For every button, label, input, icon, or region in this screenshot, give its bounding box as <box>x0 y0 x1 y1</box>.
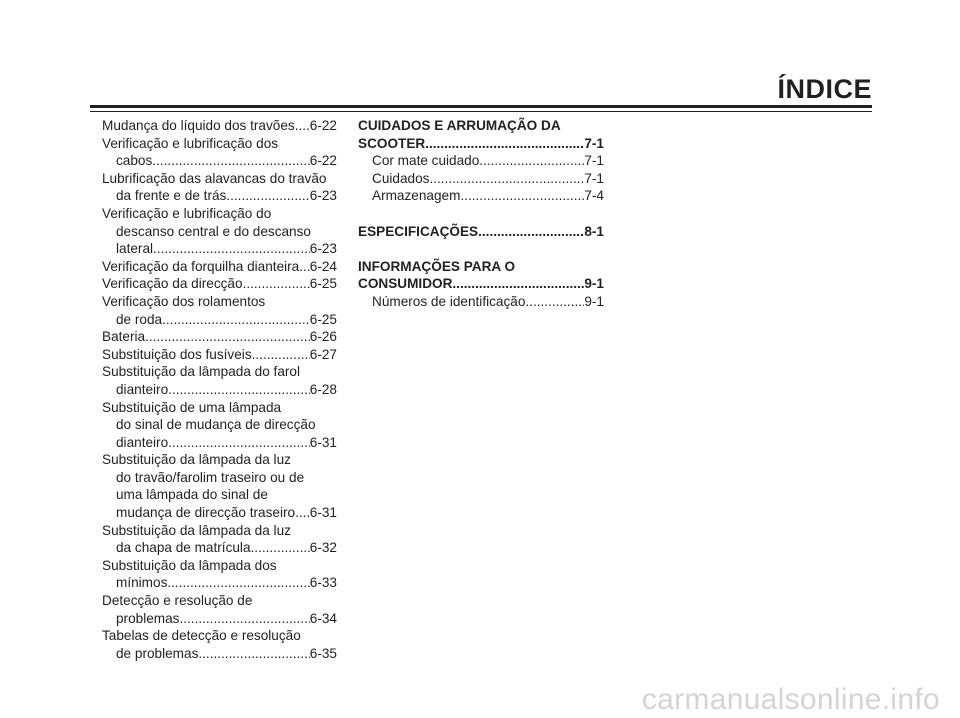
title-rule-thick <box>90 105 872 108</box>
toc-page-number: 6-31 <box>309 434 337 450</box>
toc-page-number: 6-25 <box>309 311 337 327</box>
dot-leader <box>153 240 310 258</box>
toc-page-number: 6-34 <box>309 610 337 626</box>
toc-spacer <box>358 240 604 258</box>
dot-leader <box>299 258 310 276</box>
toc-entry-text: Verificação e lubrificação do <box>102 205 272 221</box>
toc-entry[interactable] <box>102 240 337 258</box>
toc-entry[interactable] <box>102 152 337 170</box>
toc-entry-text: cabos <box>116 153 153 169</box>
toc-page-number: 7-1 <box>584 153 604 169</box>
toc-entry-text: INFORMAÇÕES PARA O <box>358 258 516 274</box>
toc-entry-text: Substituição da lâmpada do farol <box>102 364 300 380</box>
toc-entry[interactable] <box>358 223 604 241</box>
toc-entry-text: lateral <box>116 241 154 257</box>
toc-entry-line <box>102 592 337 610</box>
toc-entry-line <box>102 627 337 645</box>
toc-page-number: 6-25 <box>309 276 337 292</box>
dot-leader <box>525 293 584 311</box>
toc-page-number: 6-35 <box>309 645 337 661</box>
toc-page-number: 6-31 <box>309 505 337 521</box>
toc-page-number: 6-28 <box>309 381 337 397</box>
toc-entry[interactable] <box>102 346 337 364</box>
dot-leader <box>198 645 309 663</box>
toc-entry[interactable] <box>358 170 604 188</box>
toc-page-number: 6-24 <box>309 258 337 274</box>
toc-entry-text: da frente e de trás <box>116 188 227 204</box>
toc-entry-text: de roda <box>116 311 163 327</box>
toc-entry-text: Verificação da forquilha dianteira <box>102 258 300 274</box>
toc-entry-text: CUIDADOS E ARRUMAÇÃO DA <box>358 118 561 133</box>
toc-entry-text: uma lâmpada do sinal de <box>116 487 268 503</box>
toc-entry[interactable] <box>102 117 337 135</box>
toc-page-number: 7-4 <box>584 188 604 204</box>
dot-leader <box>251 539 310 557</box>
toc-entry-text: do sinal de mudança de direcção <box>116 417 316 433</box>
toc-page-number: 7-1 <box>584 135 604 151</box>
toc-entry-text: Tabelas de detecção e resolução <box>102 628 301 644</box>
dot-leader <box>167 574 309 592</box>
toc-entry-text: Cuidados <box>372 170 430 186</box>
toc-page-number: 6-33 <box>309 575 337 591</box>
toc-page-number: 6-32 <box>309 540 337 556</box>
toc-entry[interactable] <box>102 574 337 592</box>
toc-entry-line <box>102 363 337 381</box>
toc-entry-text: Substituição dos fusíveis <box>102 346 252 362</box>
toc-page-number: 6-22 <box>309 118 337 133</box>
toc-entry-text: do travão/farolim traseiro ou de <box>116 469 305 485</box>
toc-entry-text: Detecção e resolução de <box>102 593 253 609</box>
toc-spacer <box>358 205 604 223</box>
watermark: carmanualsonline.info <box>641 683 940 716</box>
toc-entry-text: de problemas <box>116 645 199 661</box>
toc-entry[interactable] <box>358 135 604 153</box>
toc-entry[interactable] <box>358 187 604 205</box>
toc-entry[interactable] <box>102 434 337 452</box>
toc-page-number: 6-23 <box>309 241 337 257</box>
dot-leader <box>429 170 584 188</box>
toc-entry-line <box>102 557 337 575</box>
toc-entry-line <box>102 416 337 434</box>
toc-entry[interactable] <box>358 275 604 293</box>
toc-entry-line <box>102 170 337 188</box>
toc-page-number: 9-1 <box>584 293 604 309</box>
toc-entry-text: Substituição da lâmpada da luz <box>102 452 291 468</box>
toc-right-column <box>358 117 604 311</box>
dot-leader <box>252 346 310 364</box>
toc-entry[interactable] <box>102 539 337 557</box>
toc-entry-text: Verificação e lubrificação dos <box>102 135 279 151</box>
toc-entry[interactable] <box>358 293 604 311</box>
toc-entry[interactable] <box>102 381 337 399</box>
toc-entry[interactable] <box>358 152 604 170</box>
dot-leader <box>145 328 310 346</box>
toc-entry[interactable] <box>102 275 337 293</box>
dot-leader <box>478 223 584 241</box>
dot-leader <box>168 381 310 399</box>
dot-leader <box>295 504 310 522</box>
toc-entry-line <box>358 258 604 276</box>
dot-leader <box>226 187 309 205</box>
toc-entry-text: SCOOTER <box>358 135 426 151</box>
toc-entry-line <box>102 522 337 540</box>
toc-entry-line <box>102 451 337 469</box>
toc-entry-line <box>102 293 337 311</box>
toc-entry-text: dianteiro <box>116 434 169 450</box>
toc-entry-line <box>102 205 337 223</box>
dot-leader <box>179 610 309 628</box>
toc-page-number: 6-26 <box>309 329 337 345</box>
toc-page-number: 7-1 <box>584 170 604 186</box>
toc-entry[interactable] <box>102 504 337 522</box>
toc-entry-text: mínimos <box>116 575 168 591</box>
dot-leader <box>168 434 310 452</box>
dot-leader <box>460 187 584 205</box>
toc-entry-text: Substituição de uma lâmpada <box>102 399 282 415</box>
toc-entry-text: mudança de direcção traseiro <box>116 505 296 521</box>
toc-entry[interactable] <box>102 187 337 205</box>
toc-entry[interactable] <box>102 311 337 329</box>
toc-entry-line <box>102 486 337 504</box>
dot-leader <box>479 152 584 170</box>
toc-entry-text: problemas <box>116 610 180 626</box>
toc-page-number: 6-23 <box>309 188 337 204</box>
toc-entry-text: Substituição da lâmpada dos <box>102 557 277 573</box>
toc-page-number: 9-1 <box>584 276 604 292</box>
toc-entry-text: CONSUMIDOR <box>358 276 453 292</box>
toc-entry-text: descanso central e do descanso <box>116 223 311 239</box>
toc-entry-text: Cor mate cuidado <box>372 153 480 169</box>
dot-leader <box>295 117 310 135</box>
toc-entry[interactable] <box>102 645 337 663</box>
toc-entry-text: Números de identificação <box>372 293 526 309</box>
toc-entry-text: ESPECIFICAÇÕES <box>358 223 479 239</box>
toc-entry-text: Verificação da direcção <box>102 276 243 292</box>
toc-page-number: 6-27 <box>309 346 337 362</box>
toc-entry[interactable] <box>102 328 337 346</box>
toc-entry-text: da chapa de matrícula <box>116 540 251 556</box>
toc-entry-text: Verificação dos rolamentos <box>102 293 266 309</box>
toc-left-column <box>102 117 337 662</box>
toc-entry-line <box>102 135 337 153</box>
dot-leader <box>152 152 310 170</box>
toc-page-number: 6-22 <box>309 153 337 169</box>
toc-entry-line <box>102 399 337 417</box>
toc-entry[interactable] <box>102 610 337 628</box>
toc-entry-line <box>102 469 337 487</box>
dot-leader <box>162 311 310 329</box>
dot-leader <box>425 135 584 153</box>
page-title: ÍNDICE <box>777 74 872 104</box>
toc-entry-text: Lubrificação das alavancas do travão <box>102 170 327 186</box>
toc-entry-line <box>102 223 337 241</box>
toc-entry-text: dianteiro <box>116 381 169 397</box>
toc-entry-line <box>358 117 604 135</box>
dot-leader <box>452 275 584 293</box>
toc-entry-text: Armazenagem <box>372 188 461 204</box>
toc-entry-text: Bateria <box>102 329 146 345</box>
toc-page-number: 8-1 <box>584 223 604 239</box>
toc-entry-text: Substituição da lâmpada da luz <box>102 522 291 538</box>
title-rule-thin <box>90 111 872 112</box>
dot-leader <box>243 275 310 293</box>
toc-entry-text: Mudança do líquido dos travões <box>102 118 295 133</box>
toc-entry[interactable] <box>102 258 337 276</box>
